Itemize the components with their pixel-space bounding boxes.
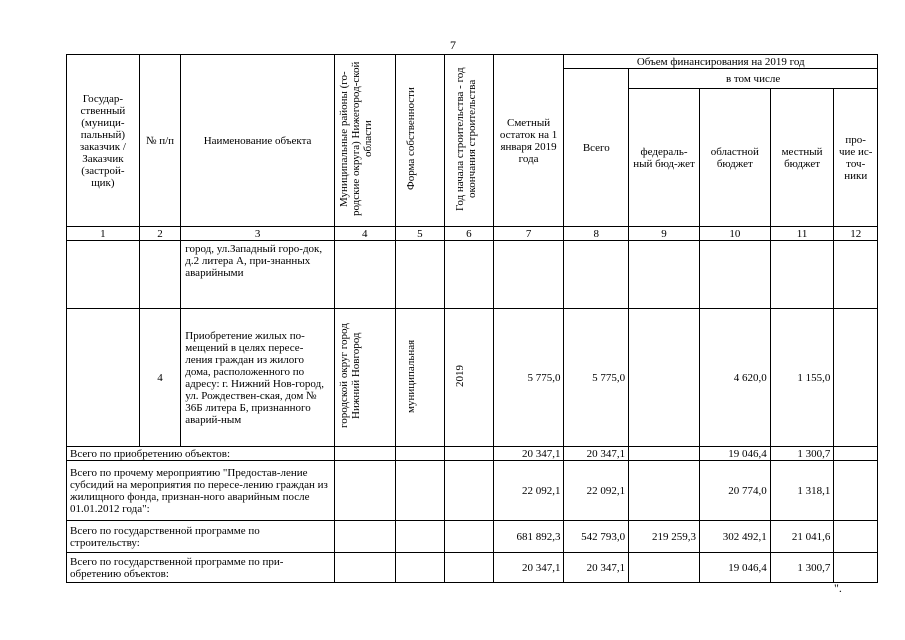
column-number: 12	[834, 227, 878, 241]
page-number: 7	[450, 38, 456, 52]
district: городской округ город Нижний Новгород	[337, 323, 362, 429]
regional: 19 046,4	[699, 447, 770, 461]
estimated-balance: 681 892,3	[493, 521, 564, 553]
estimated-balance: 22 092,1	[493, 461, 564, 521]
total: 5 775,0	[564, 309, 629, 447]
regional: 4 620,0	[699, 309, 770, 447]
column-number: 7	[493, 227, 564, 241]
estimated-balance: 20 347,1	[493, 553, 564, 583]
column-number: 11	[770, 227, 834, 241]
table-row	[67, 461, 878, 521]
header-regional: областной бюджет	[699, 89, 770, 227]
total: 542 793,0	[564, 521, 629, 553]
table-row	[67, 553, 878, 583]
other	[834, 553, 878, 583]
object-name-continuation: город, ул.Западный горо-док, д.2 литера А, при-знанных аварийными	[181, 241, 335, 309]
total: 20 347,1	[564, 553, 629, 583]
federal	[629, 461, 700, 521]
column-number: 2	[139, 227, 180, 241]
header-number: № п/п	[139, 55, 180, 227]
financing-table	[66, 54, 878, 583]
total: 20 347,1	[564, 447, 629, 461]
federal	[629, 309, 700, 447]
total-label: Всего по прочему мероприятию "Предостав-ление субсидий на мероприятия по пересе-лению граждан из жилищного фонда, признан-ного аварийным после 01.01.2012 года":	[67, 461, 335, 521]
other	[834, 447, 878, 461]
total-label: Всего по государственной программе по при-обретению объектов:	[67, 553, 335, 583]
other	[834, 521, 878, 553]
header-estimated-balance: Сметный остаток на 1 января 2019 года	[493, 55, 564, 227]
object-name: Приобретение жилых по-мещений в целях пересе-ления граждан из жилого дома, расположенного по адресу: г. Нижний Нов-город, ул. Рождествен-ская, дом № 36Б литера Б, признанного аварий-ным	[181, 309, 335, 447]
federal	[629, 447, 700, 461]
column-number: 3	[181, 227, 335, 241]
total-label: Всего по приобретению объектов:	[67, 447, 335, 461]
other	[834, 309, 878, 447]
column-number: 1	[67, 227, 140, 241]
header-districts: Муниципальные районы (го-родские округа) Нижегород-ской области	[337, 61, 374, 217]
column-numbers-row	[67, 227, 878, 241]
table-row	[67, 241, 878, 309]
row-number: 4	[139, 309, 180, 447]
estimated-balance: 20 347,1	[493, 447, 564, 461]
column-number: 4	[334, 227, 395, 241]
local: 1 300,7	[770, 447, 834, 461]
local: 1 318,1	[770, 461, 834, 521]
ownership: муниципальная	[404, 339, 417, 413]
regional: 302 492,1	[699, 521, 770, 553]
table-row	[67, 309, 878, 447]
column-number: 10	[699, 227, 770, 241]
header-other: про-чие ис-точ-ники	[834, 89, 878, 227]
federal	[629, 553, 700, 583]
regional: 19 046,4	[699, 553, 770, 583]
total: 22 092,1	[564, 461, 629, 521]
closing-quote-mark: ".	[834, 581, 842, 595]
header-financing: Объем финансирования на 2019 год	[564, 55, 878, 69]
column-number: 9	[629, 227, 700, 241]
column-number: 8	[564, 227, 629, 241]
year: 2019	[453, 365, 466, 387]
header-customer: Государ-ственный (муници-пальный) заказчик / Заказчик (застрой-щик)	[67, 55, 140, 227]
federal: 219 259,3	[629, 521, 700, 553]
local: 1 155,0	[770, 309, 834, 447]
header-object-name: Наименование объекта	[181, 55, 335, 227]
header-years: Год начала строительства - год окончания строительства	[453, 67, 478, 211]
column-number: 6	[445, 227, 494, 241]
column-number: 5	[395, 227, 445, 241]
estimated-balance: 5 775,0	[493, 309, 564, 447]
header-ownership: Форма собственности	[404, 87, 417, 191]
header-total: Всего	[564, 69, 629, 227]
other	[834, 461, 878, 521]
local: 1 300,7	[770, 553, 834, 583]
local: 21 041,6	[770, 521, 834, 553]
regional: 20 774,0	[699, 461, 770, 521]
header-local: местный бюджет	[770, 89, 834, 227]
header-federal: федераль-ный бюд-жет	[629, 89, 700, 227]
total-label: Всего по государственной программе по строительству:	[67, 521, 335, 553]
table-row	[67, 447, 878, 461]
table-row	[67, 521, 878, 553]
header-including: в том числе	[629, 69, 878, 89]
